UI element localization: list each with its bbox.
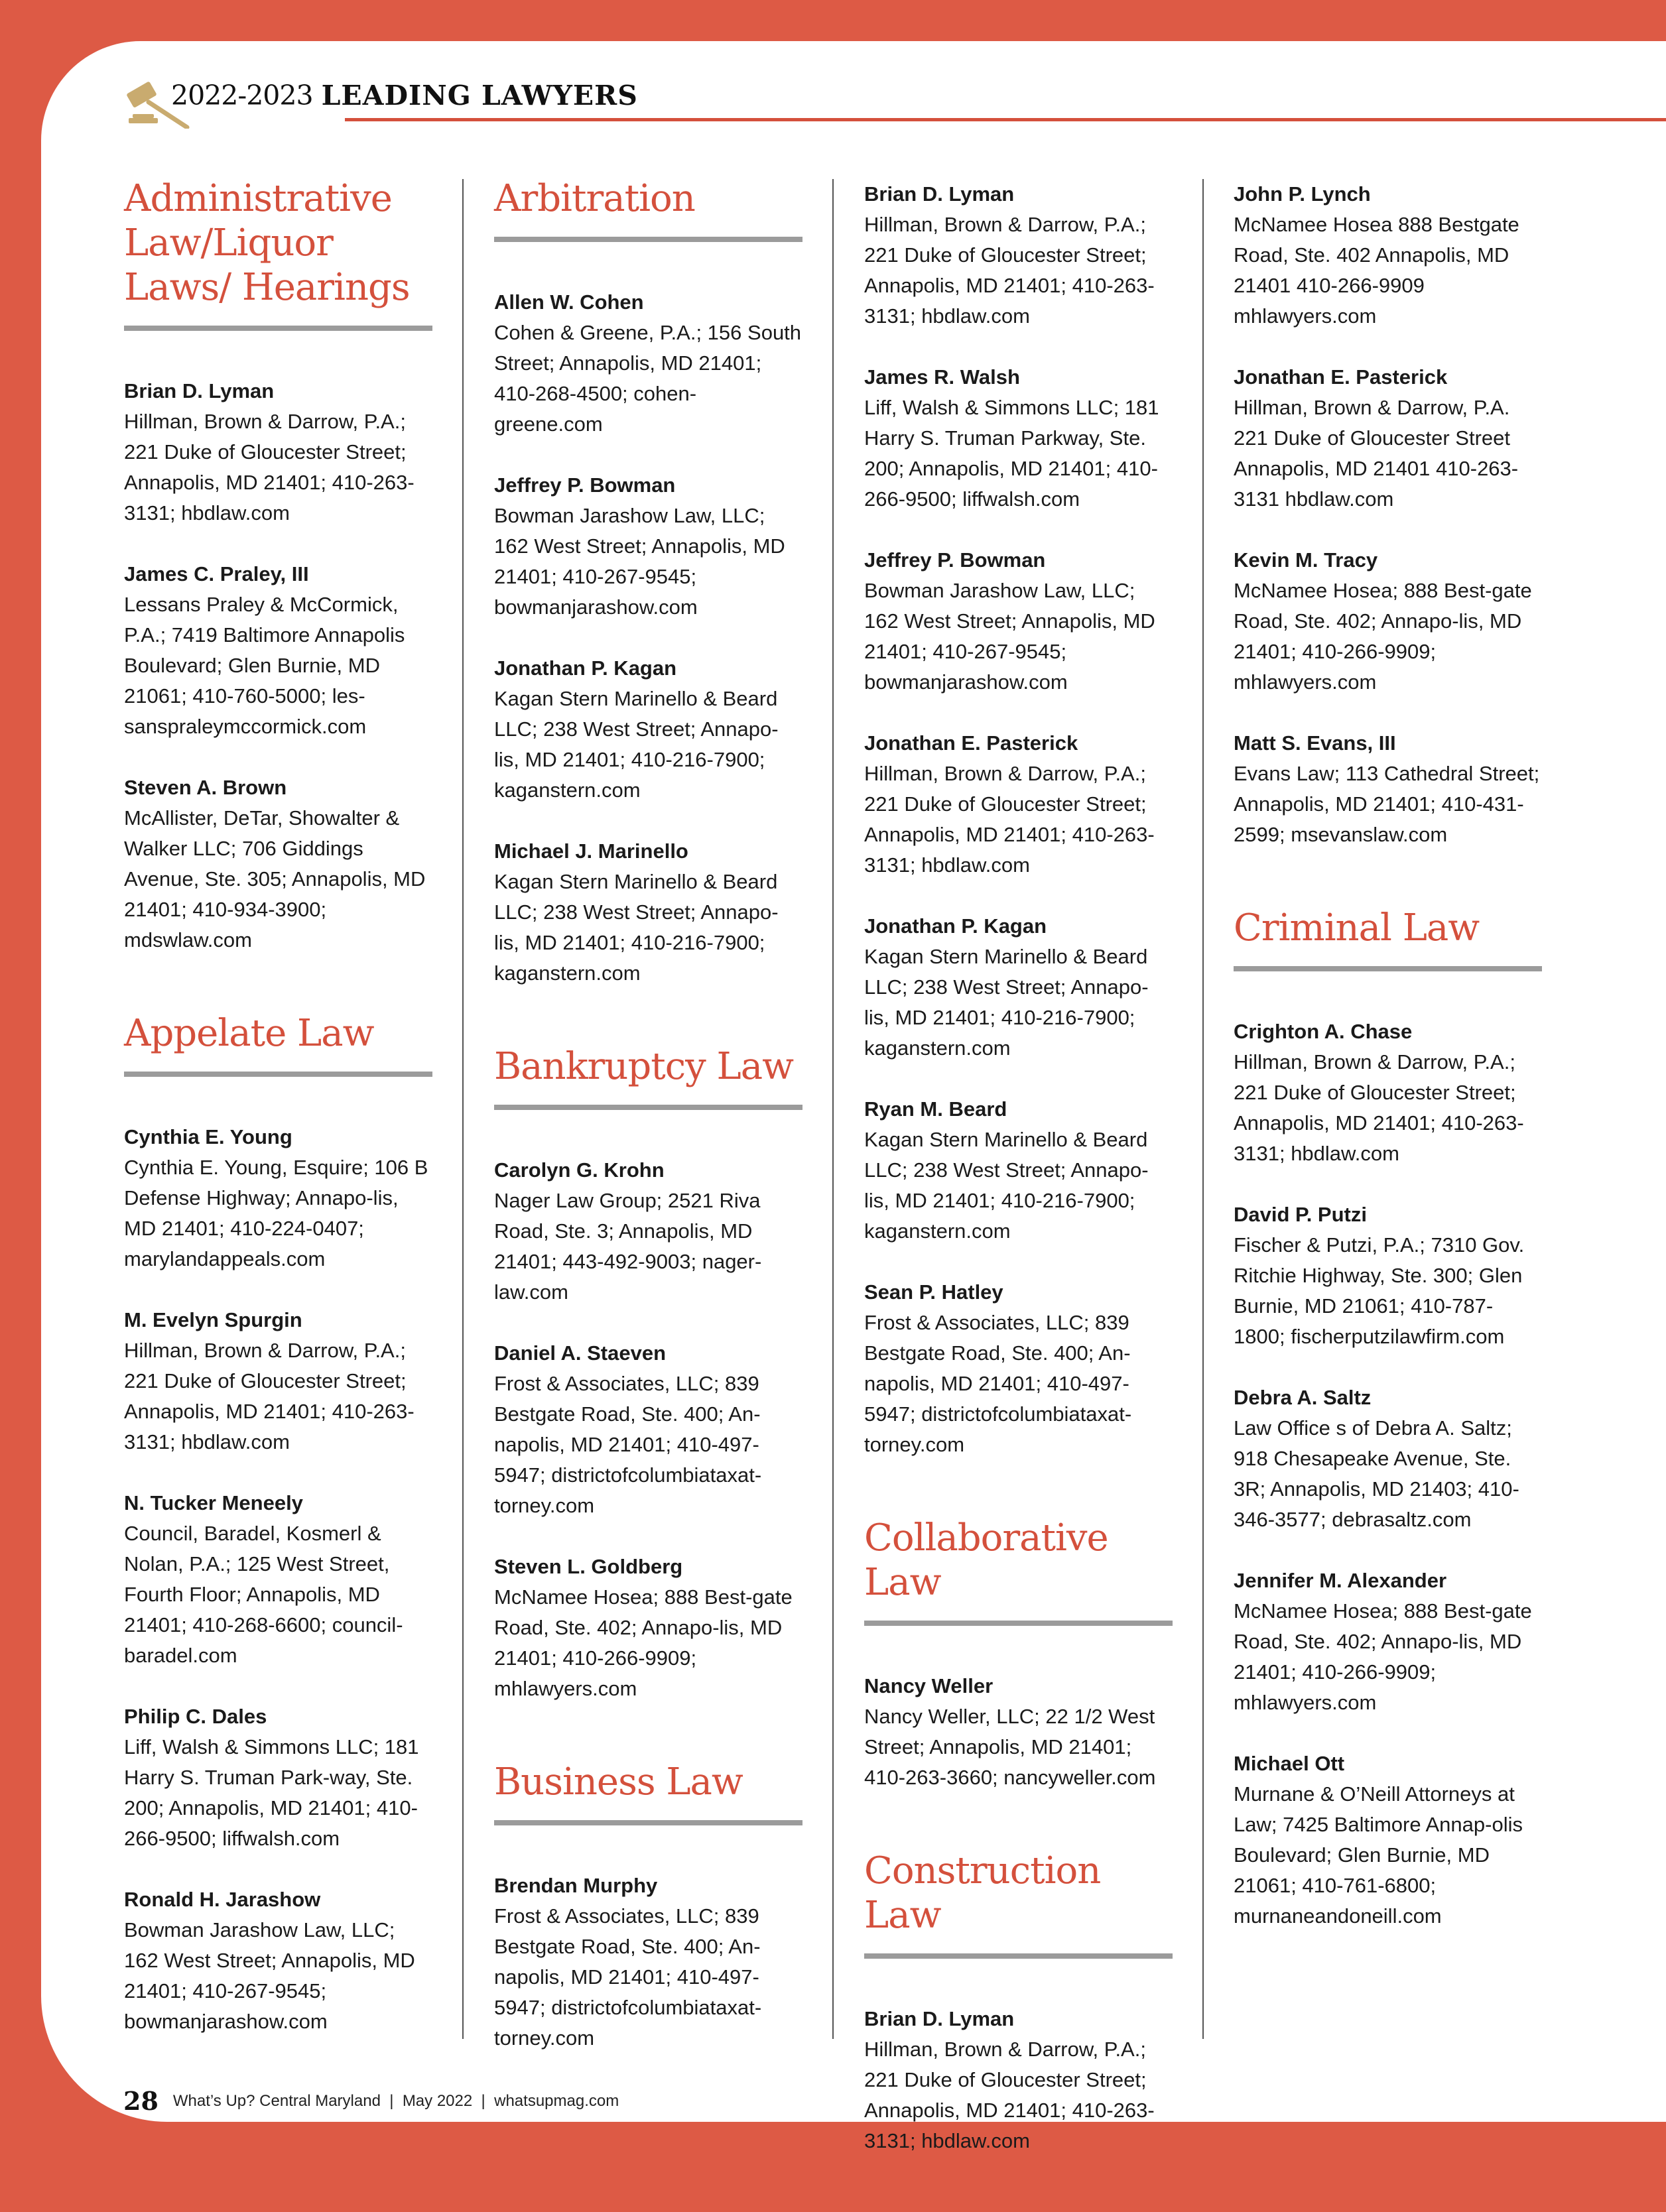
lawyer-details: Murnane & O’Neill Attorneys at Law; 7425 Baltimore Annap-olis Boulevard; Glen Burnie, MD 21061; 410-761-6800; murnaneandoneill.com (1234, 1782, 1523, 1928)
lawyer-name: Philip C. Dales (124, 1705, 267, 1728)
lawyer-details: Nancy Weller, LLC; 22 1/2 West Street; Annapolis, MD 21401; 410-263-3660; nancyweller.com (864, 1705, 1156, 1789)
lawyer-entry (494, 470, 802, 623)
lawyer-name: James R. Walsh (864, 365, 1020, 389)
lawyer-details: Hillman, Brown & Darrow, P.A.; 221 Duke of Gloucester Street; Annapolis, MD 21401; 410-263-3131; hbdlaw.com (124, 1339, 415, 1453)
lawyer-name: Brendan Murphy (494, 1874, 658, 1897)
section-rule (494, 1820, 802, 1825)
section-rule (1234, 966, 1542, 971)
lawyer-details: Hillman, Brown & Darrow, P.A.; 221 Duke of Gloucester Street; Annapolis, MD 21401; 410-263-3131; hbdlaw.com (864, 762, 1155, 877)
lawyer-name: Cynthia E. Young (124, 1125, 292, 1148)
header-year: 2022-2023 (171, 80, 313, 111)
section (494, 1044, 802, 1704)
footer-text: What’s Up? Central Maryland | May 2022 | whatsupmag.com (172, 2091, 619, 2110)
section (1234, 179, 1542, 850)
page-number: 28 (123, 2086, 159, 2116)
lawyer-entry (124, 1488, 432, 1671)
lawyer-entry (494, 1338, 802, 1521)
lawyer-details: Bowman Jarashow Law, LLC; 162 West Street; Annapolis, MD 21401; 410-267-9545; bowmanjarashow.com (494, 504, 785, 619)
lawyer-details: Frost & Associates, LLC; 839 Bestgate Road, Ste. 400; An-napolis, MD 21401; 410-497-5947; districtofcolumbiataxat-torney.com (864, 1311, 1132, 1456)
lawyer-details: Bowman Jarashow Law, LLC; 162 West Street; Annapolis, MD 21401; 410-267-9545; bowmanjarashow.com (124, 1918, 415, 2033)
lawyer-details: McNamee Hosea; 888 Best-gate Road, Ste. 402; Annapo-lis, MD 21401; 410-266-9909; mhlawyers.com (1234, 579, 1532, 694)
page-header (123, 78, 1666, 131)
section-title: Business Law (494, 1760, 743, 1804)
lawyer-name: Daniel A. Staeven (494, 1341, 667, 1365)
lawyer-details: Hillman, Brown & Darrow, P.A.; 221 Duke of Gloucester Street; Annapolis, MD 21401; 410-263-3131; hbdlaw.com (864, 2038, 1155, 2152)
lawyer-name: N. Tucker Meneely (124, 1491, 303, 1514)
section-title: Arbitration (494, 177, 695, 220)
lawyer-name: Jennifer M. Alexander (1234, 1569, 1447, 1592)
section-rule (494, 237, 802, 242)
lawyer-entry (864, 728, 1173, 881)
lawyer-name: Brian D. Lyman (864, 182, 1015, 206)
lawyer-name: Crighton A. Chase (1234, 1020, 1413, 1043)
header-leading-lawyers: LEADING LAWYERS (321, 80, 638, 111)
header-rule (345, 118, 1666, 121)
lawyer-entry (124, 1305, 432, 1457)
lawyer-entry (864, 1671, 1173, 1793)
column-4 (1234, 179, 1542, 1987)
lawyer-name: Sean P. Hatley (864, 1280, 1003, 1304)
lawyer-name: Jonathan E. Pasterick (864, 731, 1078, 755)
lawyer-details: Council, Baradel, Kosmerl & Nolan, P.A.; 125 West Street, Fourth Floor; Annapolis, MD 21401; 410-268-6600; council-baradel.com (124, 1522, 403, 1667)
lawyer-details: Hillman, Brown & Darrow, P.A.; 221 Duke of Gloucester Street; Annapolis, MD 21401; 410-263-3131; hbdlaw.com (124, 410, 415, 524)
lawyer-entry (1234, 545, 1542, 698)
lawyer-details: McNamee Hosea 888 Bestgate Road, Ste. 402 Annapolis, MD 21401 410-266-9909 mhlawyers.com (1234, 213, 1519, 328)
lawyer-entry (1234, 1199, 1542, 1352)
column-divider (462, 179, 464, 2039)
lawyer-details: Kagan Stern Marinello & Beard LLC; 238 West Street; Annapo-lis, MD 21401; 410-216-7900; kaganstern.com (864, 1128, 1149, 1243)
section-title: Construction Law (864, 1849, 1101, 1937)
lawyer-entry (1234, 362, 1542, 515)
section-title: Appelate Law (124, 1012, 374, 1055)
lawyer-entry (494, 1552, 802, 1704)
lawyer-entry (864, 1277, 1173, 1460)
lawyer-name: Jeffrey P. Bowman (864, 548, 1046, 572)
lawyer-name: Matt S. Evans, III (1234, 731, 1396, 755)
lawyer-details: Hillman, Brown & Darrow, P.A.; 221 Duke of Gloucester Street; Annapolis, MD 21401; 410-263-3131; hbdlaw.com (1234, 1050, 1524, 1165)
lawyer-entry (864, 2004, 1173, 2156)
lawyer-details: Law Office s of Debra A. Saltz; 918 Chesapeake Avenue, Ste. 3R; Annapolis, MD 21403; 410-346-3577; debrasaltz.com (1234, 1416, 1519, 1531)
lawyer-entry (1234, 728, 1542, 850)
section-title: Administrative Law/Liquor Laws/ Hearings (124, 177, 410, 309)
section-title: Criminal Law (1234, 906, 1480, 950)
lawyer-name: Michael J. Marinello (494, 839, 688, 863)
lawyer-entry (864, 179, 1173, 332)
lawyer-details: Hillman, Brown & Darrow, P.A.; 221 Duke of Gloucester Street; Annapolis, MD 21401; 410-263-3131; hbdlaw.com (864, 213, 1155, 328)
lawyer-name: M. Evelyn Spurgin (124, 1308, 302, 1331)
lawyer-name: James C. Praley, III (124, 562, 309, 585)
lawyer-entry (1234, 179, 1542, 332)
section (124, 176, 432, 955)
lawyer-details: Liff, Walsh & Simmons LLC; 181 Harry S. Truman Parkway, Ste. 200; Annapolis, MD 21401; 410-266-9500; liffwalsh.com (864, 396, 1159, 511)
section-rule (494, 1105, 802, 1110)
lawyer-details: Fischer & Putzi, P.A.; 7310 Gov. Ritchie Highway, Ste. 300; Glen Burnie, MD 21061; 410-787-1800; fischerputzilawfirm.com (1234, 1233, 1525, 1348)
lawyer-name: Ronald H. Jarashow (124, 1888, 321, 1911)
column-3 (864, 179, 1173, 2212)
column-divider (832, 179, 834, 2039)
section (864, 179, 1173, 1460)
lawyer-entry (864, 545, 1173, 698)
lawyer-details: Evans Law; 113 Cathedral Street; Annapolis, MD 21401; 410-431-2599; msevanslaw.com (1234, 762, 1540, 846)
lawyer-entry (864, 911, 1173, 1064)
lawyer-name: Brian D. Lyman (124, 379, 275, 402)
lawyer-details: Bowman Jarashow Law, LLC; 162 West Street; Annapolis, MD 21401; 410-267-9545; bowmanjarashow.com (864, 579, 1155, 694)
lawyer-entry (124, 1701, 432, 1854)
section-rule (124, 326, 432, 331)
lawyer-entry (864, 1094, 1173, 1247)
section-title: Collaborative Law (864, 1516, 1108, 1604)
lawyer-name: Allen W. Cohen (494, 290, 644, 314)
lawyer-details: McNamee Hosea; 888 Best-gate Road, Ste. 402; Annapo-lis, MD 21401; 410-266-9909; mhlawyers.com (494, 1585, 793, 1700)
lawyer-details: Hillman, Brown & Darrow, P.A. 221 Duke of Gloucester Street Annapolis, MD 21401 410-263-3131 hbdlaw.com (1234, 396, 1519, 511)
lawyer-entry (1234, 1566, 1542, 1718)
lawyer-name: Jonathan P. Kagan (494, 656, 677, 680)
lawyer-entry (1234, 1016, 1542, 1169)
lawyer-entry (494, 287, 802, 440)
lawyer-name: Steven L. Goldberg (494, 1555, 683, 1578)
lawyer-name: Kevin M. Tracy (1234, 548, 1378, 572)
section-rule (864, 1621, 1173, 1626)
lawyer-details: Kagan Stern Marinello & Beard LLC; 238 West Street; Annapo-lis, MD 21401; 410-216-7900; kaganstern.com (864, 945, 1149, 1060)
section (494, 176, 802, 989)
lawyer-entry (864, 362, 1173, 515)
lawyer-name: Jonathan P. Kagan (864, 914, 1047, 938)
lawyer-name: John P. Lynch (1234, 182, 1371, 206)
lawyer-entry (1234, 1382, 1542, 1535)
column-2 (494, 176, 802, 2109)
lawyer-entry (124, 376, 432, 528)
lawyer-entry (1234, 1749, 1542, 1932)
lawyer-details: Liff, Walsh & Simmons LLC; 181 Harry S. Truman Park-way, Ste. 200; Annapolis, MD 21401; 410-266-9500; liffwalsh.com (124, 1735, 419, 1850)
lawyer-details: Frost & Associates, LLC; 839 Bestgate Road, Ste. 400; An-napolis, MD 21401; 410-497-5947; districtofcolumbiataxat-torney.com (494, 1904, 762, 2050)
lawyer-details: Kagan Stern Marinello & Beard LLC; 238 West Street; Annapo-lis, MD 21401; 410-216-7900; kaganstern.com (494, 870, 779, 985)
lawyer-name: Brian D. Lyman (864, 2007, 1015, 2030)
lawyer-entry (494, 1155, 802, 1308)
lawyer-details: McAllister, DeTar, Showalter & Walker LLC; 706 Giddings Avenue, Ste. 305; Annapolis, MD 21401; 410-934-3900; mdswlaw.com (124, 806, 426, 952)
lawyer-entry (124, 1884, 432, 2037)
section-title: Bankruptcy Law (494, 1045, 794, 1088)
column-divider (1202, 179, 1204, 2039)
section (864, 1516, 1173, 1793)
section (864, 1849, 1173, 2156)
lawyer-name: Michael Ott (1234, 1752, 1345, 1775)
lawyer-details: Nager Law Group; 2521 Riva Road, Ste. 3; Annapolis, MD 21401; 443-492-9003; nager-law.com (494, 1189, 762, 1304)
lawyer-details: Frost & Associates, LLC; 839 Bestgate Road, Ste. 400; An-napolis, MD 21401; 410-497-5947; districtofcolumbiataxat-torney.com (494, 1372, 762, 1517)
header-title (171, 80, 638, 111)
lawyer-details: Lessans Praley & McCormick, P.A.; 7419 Baltimore Annapolis Boulevard; Glen Burnie, MD 21061; 410-760-5000; les-sanspraleymccormick.com (124, 593, 405, 738)
section (1234, 906, 1542, 1932)
lawyer-name: Jonathan E. Pasterick (1234, 365, 1448, 389)
lawyer-entry (494, 836, 802, 989)
lawyer-name: Jeffrey P. Bowman (494, 473, 676, 497)
lawyer-details: Cynthia E. Young, Esquire; 106 B Defense Highway; Annapo-lis, MD 21401; 410-224-0407; marylandappeals.com (124, 1156, 428, 1270)
lawyer-name: Debra A. Saltz (1234, 1386, 1372, 1409)
lawyer-details: Cohen & Greene, P.A.; 156 South Street; Annapolis, MD 21401; 410-268-4500; cohen-greene.com (494, 321, 802, 436)
lawyer-name: Carolyn G. Krohn (494, 1158, 665, 1182)
lawyer-entry (494, 653, 802, 806)
lawyer-name: Steven A. Brown (124, 776, 287, 799)
section-rule (124, 1072, 432, 1077)
column-1 (124, 176, 432, 2093)
lawyer-name: Nancy Weller (864, 1674, 993, 1697)
lawyer-name: Ryan M. Beard (864, 1097, 1007, 1121)
section-rule (864, 1953, 1173, 1959)
lawyer-entry (494, 1871, 802, 2054)
lawyer-details: Kagan Stern Marinello & Beard LLC; 238 West Street; Annapo-lis, MD 21401; 410-216-7900; kaganstern.com (494, 687, 779, 802)
lawyer-entry (124, 1122, 432, 1274)
lawyer-entry (124, 772, 432, 955)
page-footer (123, 2086, 619, 2116)
lawyer-name: David P. Putzi (1234, 1203, 1367, 1226)
lawyer-entry (124, 559, 432, 742)
section (124, 1011, 432, 2037)
lawyer-details: McNamee Hosea; 888 Best-gate Road, Ste. 402; Annapo-lis, MD 21401; 410-266-9909; mhlawyers.com (1234, 1599, 1532, 1714)
section (494, 1760, 802, 2054)
